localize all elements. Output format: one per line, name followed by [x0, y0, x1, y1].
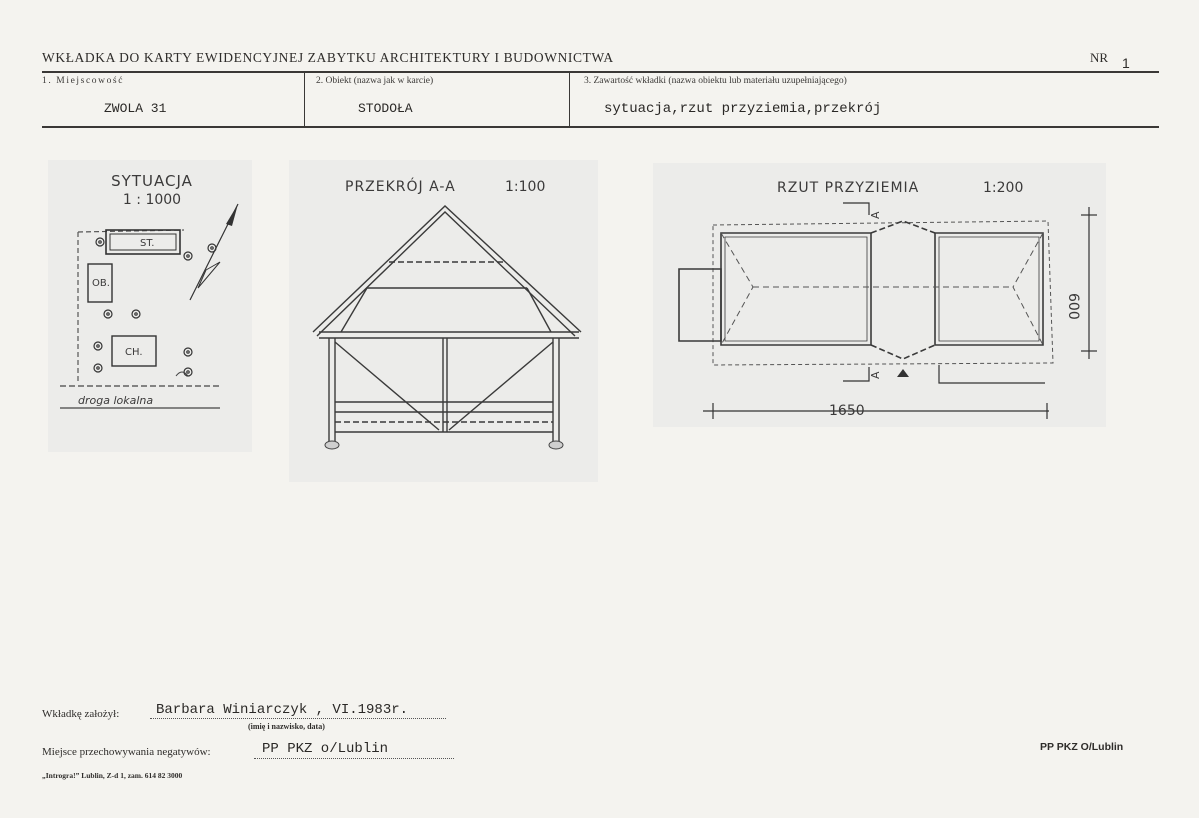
field-divider-2	[569, 73, 570, 126]
plan-roof-lines	[721, 233, 1043, 345]
section-scale: 1:100	[505, 179, 546, 195]
field2-value: STODOŁA	[358, 101, 413, 116]
founder-caption: (imię i nazwisko, data)	[248, 722, 325, 731]
field-divider-1	[304, 73, 305, 126]
storage-label: Miejsce przechowywania negatywów:	[42, 746, 211, 758]
printer-imprint: „Introgra!” Lublin, Z-d 1, zam. 614 82 3000	[42, 771, 183, 780]
plan-scale: 1:200	[983, 180, 1024, 196]
building-ch-label: CH.	[125, 347, 143, 358]
situation-drawing	[48, 160, 252, 452]
field1-label: 1. Miejscowość	[42, 76, 125, 86]
section-title: PRZEKRÓJ A-A	[345, 179, 456, 195]
field3-label: 3. Zawartość wkładki (nazwa obiektu lub materiału uzupełniającego)	[584, 76, 847, 86]
barn-section-lines	[313, 206, 581, 442]
plan-drawing	[653, 163, 1106, 427]
plan-title: RZUT PRZYZIEMIA	[777, 180, 920, 196]
width-dimension-line	[703, 403, 1049, 419]
section-mark-bottom: A	[869, 371, 882, 379]
founder-value: Barbara Winiarczyk , VI.1983r.	[156, 702, 409, 718]
view-direction-icon	[897, 369, 909, 377]
building-ob-label: OB.	[92, 278, 110, 289]
storage-underline	[254, 758, 454, 759]
field2-label: 2. Obiekt (nazwa jak w karcie)	[316, 76, 434, 86]
plan-svg	[653, 163, 1106, 427]
header-rule	[42, 71, 1159, 73]
founder-label: Wkładkę założył:	[42, 708, 120, 720]
road-label: droga lokalna	[78, 394, 154, 407]
field1-value: ZWOLA 31	[104, 101, 167, 116]
number-value: 1	[1122, 55, 1130, 71]
section-marker-top	[843, 203, 869, 215]
depth-dimension-line	[1081, 207, 1097, 359]
storage-value: PP PKZ o/Lublin	[262, 741, 389, 757]
width-dimension: 1650	[829, 403, 865, 419]
section-marker-bottom	[843, 367, 869, 381]
field3-value: sytuacja,rzut przyziemia,przekrój	[604, 101, 882, 117]
situation-svg	[48, 160, 252, 452]
foundation-stones	[325, 441, 563, 449]
number-label: NR	[1090, 50, 1109, 65]
section-drawing	[289, 160, 598, 482]
situation-scale: 1 : 1000	[122, 192, 182, 208]
document-title: WKŁADKA DO KARTY EWIDENCYJNEJ ZABYTKU ARCHITEKTURY I BUDOWNICTWA	[42, 50, 614, 65]
plan-walls	[679, 221, 1043, 359]
field-rule	[42, 126, 1159, 128]
institution-stamp: PP PKZ O/Lublin	[1040, 741, 1124, 753]
situation-title: SYTUACJA	[111, 172, 193, 190]
founder-underline	[150, 718, 446, 719]
section-svg	[289, 160, 598, 482]
depth-dimension: 600	[1065, 293, 1081, 320]
building-st-label: ST.	[140, 238, 155, 249]
section-mark-top: A	[869, 211, 882, 219]
